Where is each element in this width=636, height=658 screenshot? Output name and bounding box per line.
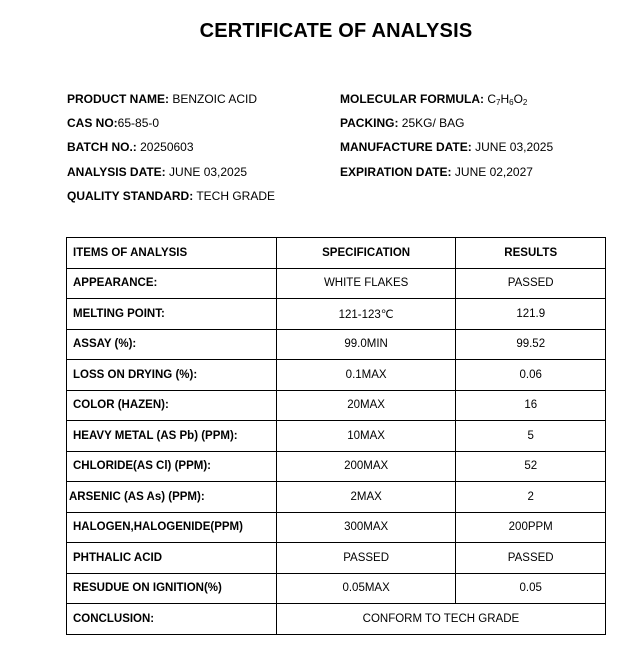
specification-cell: WHITE FLAKES bbox=[276, 268, 456, 299]
specification-cell: PASSED bbox=[276, 543, 456, 574]
expiration-date-field bbox=[340, 165, 533, 179]
expiration-date-value: JUNE 02,2027 bbox=[454, 165, 533, 179]
packing-value: 25KG/ BAG bbox=[401, 116, 465, 130]
table-row bbox=[67, 299, 606, 330]
specification-cell: 10MAX bbox=[276, 421, 456, 452]
result-cell: 99.52 bbox=[456, 329, 606, 360]
table-row bbox=[67, 482, 606, 513]
table-row bbox=[67, 512, 606, 543]
quality-standard-label: QUALITY STANDARD: bbox=[67, 189, 194, 203]
molecular-formula-field bbox=[340, 92, 527, 107]
conclusion-label: CONCLUSION: bbox=[67, 604, 277, 635]
result-cell: 16 bbox=[456, 390, 606, 421]
table-row bbox=[67, 543, 606, 574]
result-cell: PASSED bbox=[456, 543, 606, 574]
cas-no-value: 65-85-0 bbox=[117, 116, 160, 130]
product-name-field bbox=[67, 92, 257, 106]
manufacture-date-value: JUNE 03,2025 bbox=[475, 140, 554, 154]
specification-cell: 300MAX bbox=[276, 512, 456, 543]
item-cell: APPEARANCE: bbox=[67, 268, 277, 299]
table-row bbox=[67, 390, 606, 421]
manufacture-date-label: MANUFACTURE DATE: bbox=[340, 140, 472, 154]
result-cell: PASSED bbox=[456, 268, 606, 299]
header-specification: SPECIFICATION bbox=[276, 238, 456, 269]
specification-cell: 0.05MAX bbox=[276, 573, 456, 604]
batch-no-value: 20250603 bbox=[140, 140, 194, 154]
table-row bbox=[67, 329, 606, 360]
product-name-value: BENZOIC ACID bbox=[172, 92, 258, 106]
quality-standard-field bbox=[67, 189, 275, 203]
conclusion-value: CONFORM TO TECH GRADE bbox=[276, 604, 605, 635]
header-results: RESULTS bbox=[456, 238, 606, 269]
table-row bbox=[67, 268, 606, 299]
result-cell: 52 bbox=[456, 451, 606, 482]
specification-cell: 200MAX bbox=[276, 451, 456, 482]
result-cell: 2 bbox=[456, 482, 606, 513]
cas-no-label: CAS NO: bbox=[67, 116, 118, 130]
result-cell: 121.9 bbox=[456, 299, 606, 330]
document-title: CERTIFICATE OF ANALYSIS bbox=[199, 20, 473, 42]
expiration-date-label: EXPIRATION DATE: bbox=[340, 165, 452, 179]
conclusion-row bbox=[67, 604, 606, 635]
packing-field bbox=[340, 116, 465, 130]
item-cell: HEAVY METAL (AS Pb) (PPM): bbox=[67, 421, 277, 452]
item-cell: PHTHALIC ACID bbox=[67, 543, 277, 574]
analysis-date-label: ANALYSIS DATE: bbox=[67, 165, 166, 179]
item-cell: COLOR (HAZEN): bbox=[67, 390, 277, 421]
header-items: ITEMS OF ANALYSIS bbox=[67, 238, 277, 269]
table-row bbox=[67, 360, 606, 391]
result-cell: 0.06 bbox=[456, 360, 606, 391]
result-cell: 200PPM bbox=[456, 512, 606, 543]
specification-cell: 0.1MAX bbox=[276, 360, 456, 391]
specification-cell: 99.0MIN bbox=[276, 329, 456, 360]
item-cell: LOSS ON DRYING (%): bbox=[67, 360, 277, 391]
batch-no-field bbox=[67, 140, 194, 154]
product-name-label: PRODUCT NAME: bbox=[67, 92, 169, 106]
item-cell: ARSENIC (AS As) (PPM): bbox=[67, 482, 277, 513]
table-header-row bbox=[67, 238, 606, 269]
item-cell: ASSAY (%): bbox=[67, 329, 277, 360]
item-cell: MELTING POINT: bbox=[67, 299, 277, 330]
result-cell: 0.05 bbox=[456, 573, 606, 604]
quality-standard-value: TECH GRADE bbox=[196, 189, 276, 203]
cas-no-field bbox=[67, 116, 159, 130]
table-row bbox=[67, 573, 606, 604]
item-cell: CHLORIDE(AS Cl) (PPM): bbox=[67, 451, 277, 482]
table-row bbox=[67, 451, 606, 482]
analysis-date-field bbox=[67, 165, 247, 179]
packing-label: PACKING: bbox=[340, 116, 399, 130]
item-cell: HALOGEN,HALOGENIDE(PPM) bbox=[67, 512, 277, 543]
result-cell: 5 bbox=[456, 421, 606, 452]
item-cell: RESUDUE ON IGNITION(%) bbox=[67, 573, 277, 604]
batch-no-label: BATCH NO.: bbox=[67, 140, 137, 154]
analysis-table bbox=[66, 237, 606, 635]
manufacture-date-field bbox=[340, 140, 553, 154]
molecular-formula-value: $C_7H_6O_2$ bbox=[487, 92, 528, 107]
specification-cell: 20MAX bbox=[276, 390, 456, 421]
specification-cell: 121-123℃ bbox=[276, 299, 456, 330]
analysis-date-value: JUNE 03,2025 bbox=[169, 165, 248, 179]
molecular-formula-label: MOLECULAR FORMULA: bbox=[340, 92, 484, 106]
table-row bbox=[67, 421, 606, 452]
specification-cell: 2MAX bbox=[276, 482, 456, 513]
